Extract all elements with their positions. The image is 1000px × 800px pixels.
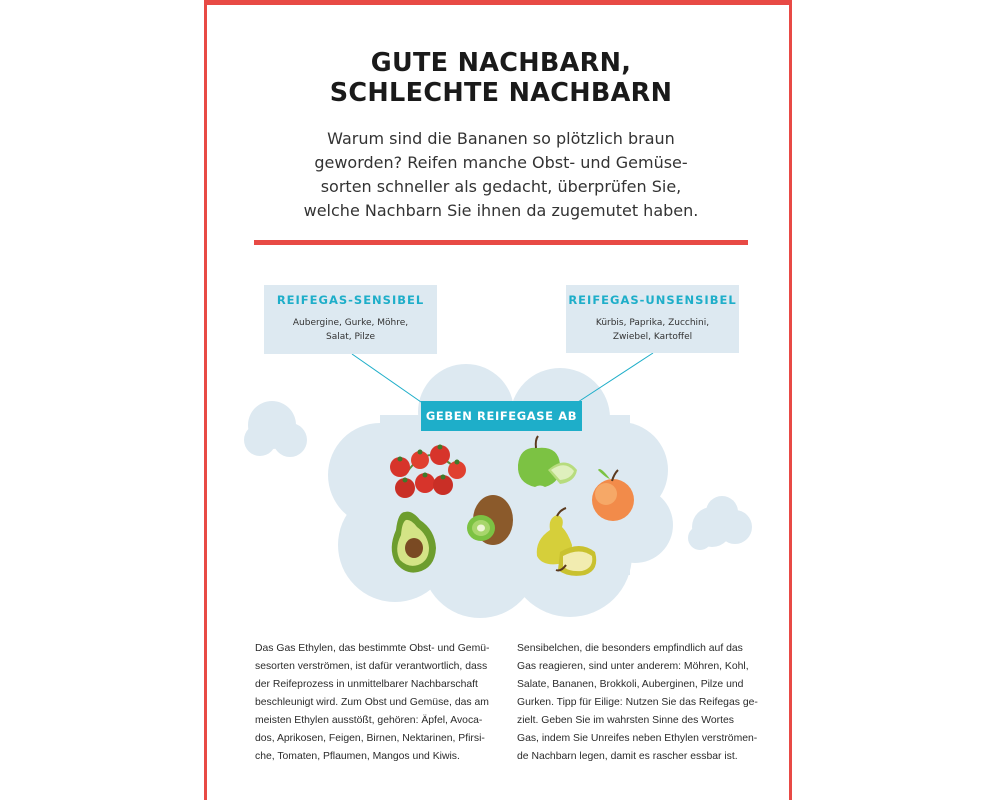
title-line-2: SCHLECHTE NACHBARN xyxy=(329,78,673,108)
body-line: der Reifeprozess in unmittelbarer Nachbarschaft xyxy=(255,679,478,690)
sensitive-list xyxy=(264,316,437,344)
insensitive-line: Zwiebel, Kartoffel xyxy=(612,332,693,342)
emitters-label: GEBEN REIFEGASE AB xyxy=(421,401,582,431)
body-line: Gas, indem Sie Unreifes neben Ethylen verströmen- xyxy=(517,733,758,744)
intro-line: geworden? Reifen manche Obst- und Gemüse- xyxy=(314,153,688,172)
cloud-right-icon xyxy=(688,496,752,550)
title-line-1: GUTE NACHBARN, xyxy=(370,48,632,78)
body-line: dos, Aprikosen, Feigen, Birnen, Nektarinen, Pfirsi- xyxy=(255,733,485,744)
body-line: beschleunigt wird. Zum Obst und Gemüse, das am xyxy=(255,697,489,708)
insensitive-heading: REIFEGAS-UNSENSIBEL xyxy=(568,293,737,307)
sensitive-line: Salat, Pilze xyxy=(326,332,375,342)
sensitive-heading: REIFEGAS-SENSIBEL xyxy=(276,293,425,307)
body-line: Gas reagieren, sind unter anderem: Möhren, Kohl, xyxy=(517,661,749,672)
body-line: zielt. Geben Sie im wahrsten Sinne des Wortes xyxy=(517,715,734,726)
intro-line: welche Nachbarn Sie ihnen da zugemutet haben. xyxy=(303,201,699,220)
body-column-right xyxy=(517,640,758,766)
body-line: Das Gas Ethylen, das bestimmte Obst- und Gemü- xyxy=(255,643,490,654)
intro-line: sorten schneller als gedacht, überprüfen Sie, xyxy=(320,177,682,196)
body-line: Sensibelchen, die besonders empfindlich auf das xyxy=(517,643,743,654)
body-line: che, Tomaten, Pflaumen, Mangos und Kiwis. xyxy=(255,751,460,762)
body-line: sesorten verströmen, ist dafür verantwortlich, dass xyxy=(255,661,488,672)
body-line: Gurken. Tipp für Eilige: Nutzen Sie das Reifegas ge- xyxy=(517,697,758,708)
cloud-left-icon xyxy=(244,401,307,457)
intro-line: Warum sind die Bananen so plötzlich braun xyxy=(327,129,675,148)
insensitive-line: Kürbis, Paprika, Zucchini, xyxy=(595,318,710,328)
connector-line xyxy=(352,354,421,402)
sensitive-line: Aubergine, Gurke, Möhre, xyxy=(292,318,409,328)
body-line: de Nachbarn legen, damit es rascher essbar ist. xyxy=(517,751,738,762)
insensitive-list xyxy=(566,316,739,344)
insensitive-box xyxy=(566,285,739,353)
body-line: Salate, Bananen, Brokkoli, Auberginen, Pilze und xyxy=(517,679,744,690)
body-line: meisten Ethylen ausstößt, gehören: Äpfel, Avoca- xyxy=(255,715,483,726)
body-column-left xyxy=(255,640,490,766)
sensitive-box xyxy=(264,285,437,354)
